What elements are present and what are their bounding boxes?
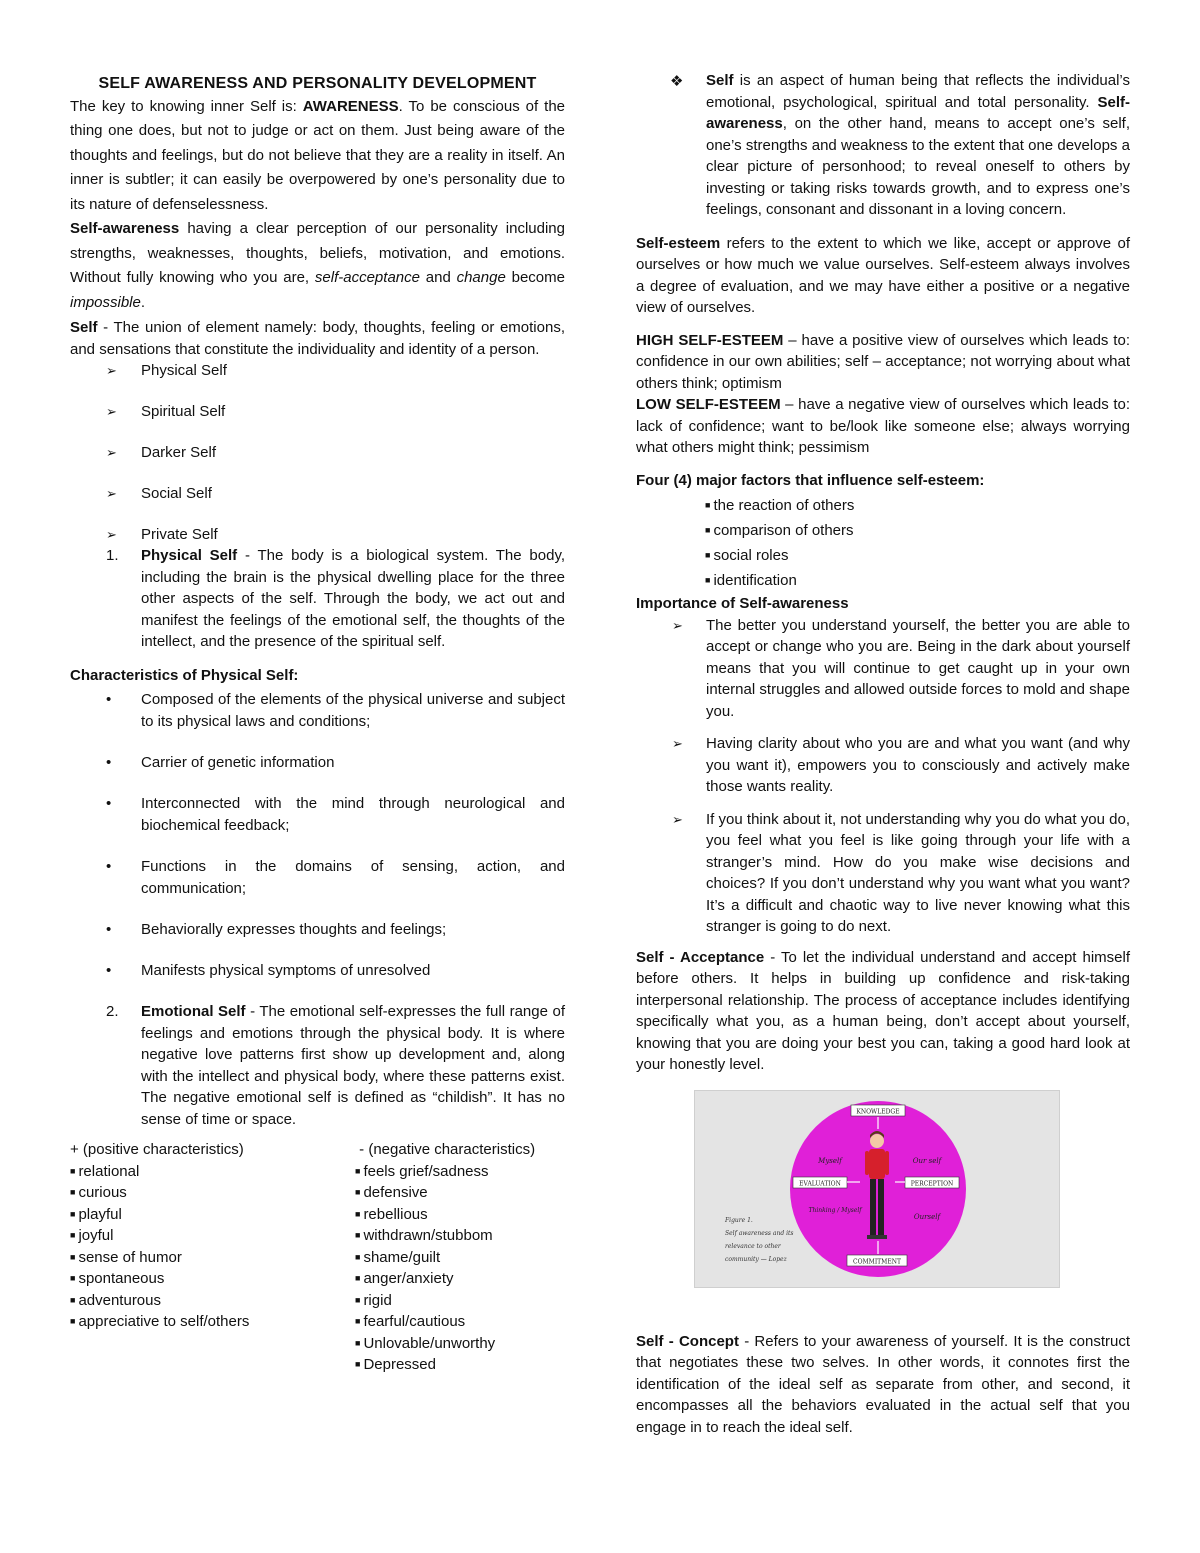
self-concept-paragraph: Self - Concept - Refers to your awareness of yourself. It is the construct that negotiates these two selves. In other words, it connotes first the identification of the ideal self as separate from other, and second, it encompasses all the behaviors evaluated in the actual self that you engage in to reach the ideal self.: [636, 1332, 1130, 1436]
list-item: ■ identification: [705, 572, 797, 589]
list-item: ■ joyful: [70, 1227, 114, 1244]
list-item: ■ comparison of others: [705, 522, 854, 539]
positive-list: [70, 1161, 355, 1333]
list-item: ■ Depressed: [355, 1356, 436, 1373]
person-head: [870, 1134, 884, 1148]
list-item: ■ rebellious: [355, 1205, 428, 1223]
factors-heading: Four (4) major factors that influence self-esteem:: [636, 471, 985, 489]
self-types-list: [70, 360, 565, 545]
self-esteem-paragraph: Self-esteem refers to the extent to which we like, accept or approve of ourselves or how much we value ourselves. Self-esteem always involves a degree of evaluation, and we may have either a positive or a negative view of ourselves.: [636, 234, 1130, 316]
importance-heading: Importance of Self-awareness: [636, 595, 849, 612]
list-item: ➢ If you think about it, not understanding why you do what you do, you feel what you feel is like going through your life with a stranger’s mind. How do you make wise decisions and choices? If you don’t understand why you want what you want? It’s a difficult and chaotic way to live never knowing what this stranger is going to do next.: [636, 809, 1130, 938]
person-right-leg: [878, 1179, 884, 1235]
list-item: ■ shame/guilt: [355, 1248, 441, 1266]
quadrant-thinking: Thinking / Myself: [808, 1206, 862, 1214]
list-item: ■ sense of humor: [70, 1248, 182, 1266]
quadrant-ourself: Our self: [912, 1156, 942, 1165]
figure-caption-3: relevance to other: [725, 1242, 781, 1250]
evaluation-label: EVALUATION: [799, 1180, 841, 1187]
list-item: • Interconnected with the mind through neurological and biochemical feedback;: [70, 793, 565, 837]
list-item: ■ social roles: [705, 547, 789, 564]
left-column: [70, 70, 565, 1376]
list-item: ■ anger/anxiety: [355, 1270, 454, 1287]
list-item: ■ adventurous: [70, 1291, 161, 1309]
figure-caption-4: community — Lopez: [725, 1255, 787, 1263]
list-item: ■ withdrawn/stubbom: [355, 1227, 493, 1244]
list-item: ■ the reaction of others: [705, 497, 855, 514]
low-self-esteem: LOW SELF-ESTEEM – have a negative view of ourselves which leads to: lack of confidence; want to be/look like someone else; always worrying what others might think; pessimism: [636, 396, 1130, 456]
positive-column: [70, 1139, 355, 1376]
person-left-shoe: [867, 1235, 877, 1239]
high-self-esteem: HIGH SELF-ESTEEM – have a positive view of ourselves which leads to: confidence in our own abilities; self – acceptance; not worrying about what others think; optimism: [636, 331, 1130, 392]
positive-heading: + (positive characteristics): [70, 1141, 244, 1158]
self-acceptance-paragraph: Self - Acceptance - To let the individual understand and accept himself before others. It helps in building up confidence and risk-taking interpersonal relationship. The process of acceptance includes identifying specifically what you, as a human being, don’t accept about yourself, knowing that you are doing your best you can, taking a good hard look at your honestly level.: [636, 948, 1130, 1073]
characteristics-table: [70, 1139, 565, 1376]
awareness-keyword: AWARENESS: [302, 97, 399, 115]
right-column: [636, 70, 1130, 1438]
list-item: ■ relational: [70, 1162, 140, 1180]
list-item: ➢ Private Self: [70, 524, 565, 545]
person-right-shoe: [877, 1235, 887, 1239]
emotional-self-item: 2. Emotional Self - The emotional self-expresses the full range of feelings and emotions through the physical body. It is where negative love patterns first show up development and, along with the intellect and physical body, where these patterns exist. The negative emotional self is defined as “childish”. It has no sense of time or space.: [106, 1003, 565, 1128]
quadrant-myself: Myself: [818, 1156, 842, 1165]
list-item: ➢ Spiritual Self: [70, 401, 565, 422]
list-item: ■ playful: [70, 1205, 122, 1223]
list-item: ■ rigid: [355, 1291, 392, 1309]
list-item: ■ spontaneous: [70, 1270, 165, 1287]
quadrant-ourself-2: Ourself: [913, 1212, 941, 1221]
figure-caption-2: Self awareness and its: [725, 1229, 794, 1237]
list-item: ■ Unlovable/unworthy: [355, 1334, 496, 1352]
list-item: ■ curious: [70, 1184, 127, 1201]
list-item: ■ defensive: [355, 1184, 428, 1201]
negative-heading: - (negative characteristics): [355, 1141, 536, 1158]
negative-list: [355, 1161, 565, 1376]
list-item: ■ feels grief/sadness: [355, 1162, 489, 1180]
perception-label: PERCEPTION: [910, 1180, 954, 1187]
self-definition: Self - The union of element namely: body, thoughts, feeling or emotions, and sensations that constitute the individuality and identity of a person.: [70, 319, 565, 358]
self-aspect-paragraph: ❖ Self is an aspect of human being that reflects the individual’s emotional, psychological, spiritual and total personality. Self-awareness, on the other hand, means to accept one’s self, one’s strengths and weakness to the extent that one develops a clear picture of personhood; to reveal oneself to others by investing or taking risks towards growth, and to express one’s feelings, consonant and dissonant in a loving concern.: [670, 72, 1130, 218]
list-item: ➢ The better you understand yourself, the better you are able to accept or change who you are. Being in the dark about yourself means that you will continue to get caught up in your own internal struggles and allowed outside forces to mold and shape you.: [636, 615, 1130, 723]
person-right-arm: [885, 1151, 889, 1175]
list-item: ➢ Social Self: [70, 483, 565, 504]
list-item: • Manifests physical symptoms of unresolved: [70, 960, 565, 982]
factors-list: [636, 493, 1130, 593]
characteristics-list: [70, 689, 565, 982]
self-awareness-figure: [694, 1090, 1060, 1288]
figure-illustration: [695, 1091, 1059, 1287]
person-left-arm: [865, 1151, 869, 1175]
diamond-bullet-icon: ❖: [670, 73, 684, 90]
importance-list: [636, 615, 1130, 938]
page-title: SELF AWARENESS AND PERSONALITY DEVELOPMENT: [98, 75, 537, 92]
list-item: ■ appreciative to self/others: [70, 1313, 250, 1330]
list-item: • Functions in the domains of sensing, action, and communication;: [70, 856, 565, 900]
commitment-label: COMMITMENT: [853, 1258, 901, 1265]
self-awareness-definition: Self-awareness having a clear perception of our personality including strengths, weaknesses, thoughts, beliefs, motivation, and emotions. Without fully knowing who you are, self-acceptance and change become impossible.: [70, 220, 565, 311]
characteristics-heading: Characteristics of Physical Self:: [70, 666, 299, 684]
list-item: • Carrier of genetic information: [70, 752, 565, 774]
knowledge-label: KNOWLEDGE: [856, 1108, 900, 1115]
list-item: ■ fearful/cautious: [355, 1313, 466, 1330]
negative-column: [355, 1139, 565, 1376]
list-item: • Behaviorally expresses thoughts and feelings;: [70, 919, 565, 941]
list-item: ➢ Darker Self: [70, 442, 565, 463]
person-left-leg: [870, 1179, 876, 1235]
figure-caption-1: Figure 1.: [725, 1216, 753, 1224]
physical-self-item: 1. Physical Self - The body is a biological system. The body, including the brain is the physical dwelling place for the three other aspects of the self. Through the body, we act out and manifest the feelings of the emotional self, the thoughts of the intellect, and the presence of the spiritual self.: [106, 547, 565, 650]
list-item: • Composed of the elements of the physical universe and subject to its physical laws and conditions;: [70, 689, 565, 733]
intro-paragraph: The key to knowing inner Self is: AWARENESS. To be conscious of the thing one does, but not to judge or act on them. Just being aware of the thoughts and feelings, but do not believe that they are a reality in itself. An inner is subtler; it can easily be overpowered by one’s personality due to its nature of defenselessness.: [70, 97, 566, 213]
person-shirt: [869, 1149, 885, 1179]
list-item: ➢ Physical Self: [70, 360, 565, 381]
list-item: ➢ Having clarity about who you are and what you want (and why you want it), empowers you to consciously and actively make those wants reality.: [636, 733, 1130, 798]
